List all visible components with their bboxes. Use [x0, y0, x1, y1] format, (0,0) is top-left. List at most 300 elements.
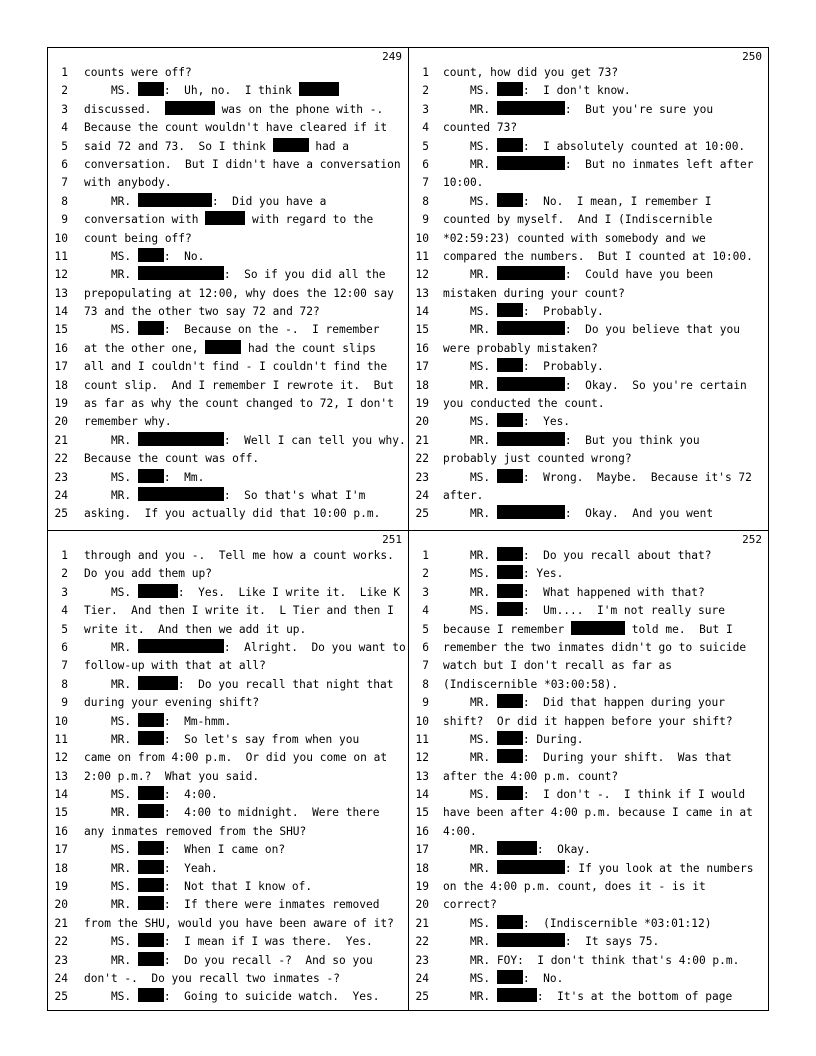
line-text — [443, 933, 659, 951]
transcript-line — [48, 193, 408, 211]
line-number: 2 — [61, 567, 68, 581]
transcript-line — [409, 138, 768, 156]
transcript-line — [409, 285, 768, 303]
transcript-line — [409, 694, 768, 712]
line-text — [443, 547, 711, 565]
transcript-line — [409, 547, 768, 565]
line-text-segment: as far as why the count changed to 72, I don't — [84, 397, 394, 411]
line-text-segment: : I don't -. I think if I would — [522, 788, 746, 802]
redaction-block — [497, 377, 565, 391]
line-text — [84, 713, 231, 731]
redaction-block — [273, 138, 309, 152]
line-text-segment: : Okay. So you're certain — [564, 378, 747, 392]
line-text — [84, 432, 406, 450]
line-text-segment: MR. — [443, 990, 497, 1004]
line-number: 9 — [422, 213, 429, 227]
redaction-block — [138, 896, 164, 910]
line-number: 4 — [422, 604, 429, 618]
line-number: 8 — [61, 677, 68, 691]
line-text-segment: : So let's say from when you — [163, 732, 360, 746]
line-number: 10 — [415, 231, 429, 245]
line-number: 3 — [61, 102, 68, 116]
line-number: 14 — [415, 788, 429, 802]
line-number: 11 — [415, 732, 429, 746]
redaction-block — [138, 952, 164, 966]
line-text — [443, 64, 618, 82]
line-text-segment: don't -. Do you recall two inmates -? — [84, 971, 340, 985]
line-text — [84, 915, 394, 933]
line-text-segment: MS. — [443, 305, 497, 319]
redaction-block — [497, 469, 523, 483]
transcript-line — [48, 230, 408, 248]
line-text — [443, 303, 604, 321]
line-number: 23 — [415, 470, 429, 484]
line-number: 22 — [415, 452, 429, 466]
line-text-segment: during your evening shift? — [84, 696, 260, 710]
redaction-block — [497, 321, 565, 335]
line-text-segment: (Indiscernible *03:00:58). — [443, 677, 619, 691]
line-number: 17 — [415, 843, 429, 857]
line-text-segment: : Okay. — [536, 843, 591, 857]
line-text-segment: MR. — [84, 861, 138, 875]
transcript-line — [48, 82, 408, 100]
redaction-block — [138, 804, 164, 818]
line-text — [84, 988, 379, 1006]
transcript-line — [48, 952, 408, 970]
transcript-page-249 — [48, 48, 408, 530]
line-number: 20 — [54, 415, 68, 429]
line-text-segment: : Did that happen during your — [522, 696, 725, 710]
transcript-line — [409, 970, 768, 988]
transcript-line — [48, 786, 408, 804]
line-text — [84, 230, 192, 248]
line-text-segment: : Could have you been — [564, 268, 714, 282]
line-text — [84, 786, 218, 804]
line-text-segment: probably just counted wrong? — [443, 452, 632, 466]
transcript-line — [409, 230, 768, 248]
line-text — [84, 119, 387, 137]
line-text-segment: : I mean if I was there. Yes. — [163, 935, 373, 949]
line-text — [84, 970, 340, 988]
line-text — [84, 878, 312, 896]
line-text-segment: MS. — [443, 567, 497, 581]
line-text-segment: MR. — [443, 935, 497, 949]
line-text — [84, 841, 285, 859]
line-text — [84, 395, 394, 413]
line-number: 17 — [415, 360, 429, 374]
transcript-line — [409, 174, 768, 192]
transcript-line — [48, 713, 408, 731]
line-text-segment: MR. — [443, 861, 497, 875]
line-text-segment: because I remember — [443, 622, 571, 636]
line-number: 12 — [415, 751, 429, 765]
line-text-segment: Because the count was off. — [84, 452, 260, 466]
line-number: 24 — [54, 971, 68, 985]
line-text-segment: MS. — [84, 84, 138, 98]
line-number: 15 — [54, 806, 68, 820]
transcript-line — [409, 602, 768, 620]
transcript-line — [409, 432, 768, 450]
line-number: 7 — [422, 659, 429, 673]
line-text-segment: : Did you have a — [211, 194, 327, 208]
line-number: 24 — [415, 488, 429, 502]
line-text — [443, 860, 753, 878]
transcript-line — [409, 156, 768, 174]
transcript-line — [409, 487, 768, 505]
line-text-segment: : 4:00. — [163, 788, 218, 802]
line-number: 13 — [415, 286, 429, 300]
line-number: 13 — [54, 769, 68, 783]
line-text — [443, 321, 740, 339]
transcript-line — [48, 156, 408, 174]
line-text-segment: : Wrong. Maybe. Because it's 72 — [522, 470, 752, 484]
redaction-block — [497, 193, 523, 207]
line-text — [443, 119, 517, 137]
line-text-segment: follow-up with that at all? — [84, 659, 266, 673]
line-number: 6 — [422, 640, 429, 654]
redaction-block — [138, 639, 224, 653]
transcript-line — [409, 119, 768, 137]
line-text — [443, 138, 745, 156]
line-text-segment: counted by myself. And I (Indiscernible — [443, 213, 713, 227]
redaction-block — [138, 878, 164, 892]
line-text-segment: MS. — [84, 880, 138, 894]
redaction-block — [165, 101, 215, 115]
transcript-page-251 — [48, 531, 408, 1010]
line-text — [84, 602, 394, 620]
line-text-segment: : Probably. — [522, 360, 604, 374]
transcript-line — [409, 713, 768, 731]
line-text — [84, 82, 339, 100]
line-text-segment: : No. — [522, 971, 564, 985]
line-text-segment: Do you add them up? — [84, 567, 212, 581]
line-text-segment: : But you're sure you — [564, 102, 714, 116]
transcript-line — [409, 395, 768, 413]
transcript-line — [409, 321, 768, 339]
transcript-line — [48, 413, 408, 431]
line-number: 15 — [415, 806, 429, 820]
transcript-lines — [48, 547, 408, 1007]
line-number: 18 — [415, 861, 429, 875]
line-text — [84, 860, 218, 878]
transcript-line — [48, 395, 408, 413]
page-number: 250 — [742, 50, 762, 63]
redaction-block — [497, 584, 523, 598]
redaction-block — [497, 101, 565, 115]
line-text-segment: after the 4:00 p.m. count? — [443, 769, 619, 783]
line-text-segment: : Yeah. — [163, 861, 218, 875]
line-number: 21 — [415, 433, 429, 447]
redaction-block — [138, 933, 164, 947]
line-text-segment: prepopulating at 12:00, why does the 12:00 say — [84, 286, 394, 300]
redaction-block — [497, 988, 537, 1002]
line-text-segment: MS. — [84, 249, 138, 263]
transcript-line — [409, 413, 768, 431]
redaction-block — [497, 505, 565, 519]
line-text — [443, 878, 706, 896]
transcript-line — [409, 248, 768, 266]
line-text-segment: count being off? — [84, 231, 192, 245]
line-text — [443, 285, 625, 303]
page-number: 251 — [382, 533, 402, 546]
line-text-segment: : Yes. — [522, 567, 564, 581]
line-number: 12 — [54, 751, 68, 765]
transcript-line — [409, 768, 768, 786]
line-text-segment: : No. — [163, 249, 205, 263]
line-text-segment: told me. But I — [624, 622, 733, 636]
redaction-block — [138, 432, 224, 446]
transcript-lines — [409, 547, 768, 1007]
line-text-segment: MR. — [443, 696, 497, 710]
line-text-segment: after. — [443, 488, 484, 502]
line-number: 24 — [415, 971, 429, 985]
transcript-line — [48, 64, 408, 82]
line-text — [443, 156, 753, 174]
line-number: 4 — [61, 604, 68, 618]
redaction-block — [138, 487, 224, 501]
transcript-line — [48, 303, 408, 321]
line-text — [84, 896, 379, 914]
line-text — [443, 174, 483, 192]
transcript-line — [409, 266, 768, 284]
transcript-line — [409, 915, 768, 933]
line-text-segment: : But no inmates left after — [564, 157, 754, 171]
line-number: 7 — [61, 176, 68, 190]
line-text-segment: MS. — [443, 84, 497, 98]
line-text-segment: 4:00. — [443, 824, 477, 838]
redaction-block — [138, 676, 178, 690]
line-text-segment: MR. — [443, 433, 497, 447]
redaction-block — [497, 266, 565, 280]
redaction-block — [497, 432, 565, 446]
transcript-line — [48, 657, 408, 675]
transcript-line — [48, 823, 408, 841]
line-text — [84, 694, 259, 712]
line-text-segment: : If you look at the numbers — [564, 861, 754, 875]
line-text-segment: : Alright. Do you want to — [223, 640, 406, 654]
line-text-segment: : Mm. — [163, 470, 205, 484]
line-text-segment: watch but I don't recall as far as — [443, 659, 673, 673]
line-text-segment: : It's at the bottom of page — [536, 990, 733, 1004]
line-text-segment: MS. — [84, 990, 138, 1004]
transcript-line — [409, 584, 768, 602]
line-number: 17 — [54, 360, 68, 374]
line-number: 25 — [54, 507, 68, 521]
line-text — [443, 584, 705, 602]
transcript-line — [48, 768, 408, 786]
line-text — [84, 505, 380, 523]
line-text-segment: all and I couldn't find - I couldn't find the — [84, 360, 388, 374]
redaction-block — [497, 138, 523, 152]
line-number: 4 — [422, 121, 429, 135]
line-text — [443, 432, 700, 450]
line-text — [84, 768, 259, 786]
line-text-segment: MR. — [84, 488, 138, 502]
line-text-segment: asking. If you actually did that 10:00 p.m. — [84, 507, 381, 521]
transcript-line — [48, 138, 408, 156]
line-text-segment: with regard to the — [245, 213, 374, 227]
line-number: 23 — [415, 953, 429, 967]
line-text — [84, 952, 373, 970]
line-text-segment: MR. — [443, 843, 497, 857]
transcript-lines — [48, 64, 408, 524]
transcript-line — [48, 565, 408, 583]
line-text — [443, 487, 483, 505]
line-text — [443, 988, 732, 1006]
line-number: 10 — [54, 714, 68, 728]
transcript-line — [409, 952, 768, 970]
transcript-line — [409, 823, 768, 841]
line-text-segment: : No. I mean, I remember I — [522, 194, 712, 208]
transcript-line — [48, 970, 408, 988]
transcript-line — [409, 988, 768, 1006]
line-text-segment: MR. — [443, 507, 497, 521]
line-number: 10 — [415, 714, 429, 728]
redaction-block — [138, 988, 164, 1002]
line-text-segment: counts were off? — [84, 66, 192, 79]
line-text-segment: MS. — [443, 788, 497, 802]
transcript-line — [409, 469, 768, 487]
line-text-segment: MS. — [84, 585, 138, 599]
line-text-segment: MS. — [84, 843, 138, 857]
line-text-segment: have been after 4:00 p.m. because I came in at — [443, 806, 753, 820]
redaction-block — [571, 621, 625, 635]
line-text — [443, 804, 753, 822]
transcript-line — [409, 64, 768, 82]
line-number: 11 — [415, 249, 429, 263]
line-text — [84, 266, 386, 284]
line-text — [84, 358, 387, 376]
transcript-line — [409, 786, 768, 804]
line-text — [84, 285, 394, 303]
transcript-line — [48, 285, 408, 303]
line-text — [443, 469, 752, 487]
line-text-segment: MR. FOY: I don't think that's 4:00 p.m. — [443, 953, 740, 967]
line-text — [443, 602, 725, 620]
transcript-line — [48, 505, 408, 523]
line-text-segment: : I absolutely counted at 10:00. — [522, 139, 746, 153]
line-number: 15 — [54, 323, 68, 337]
transcript-line — [48, 915, 408, 933]
line-number: 3 — [61, 585, 68, 599]
line-text-segment: MS. — [443, 194, 497, 208]
line-text-segment: : During your shift. Was that — [522, 751, 732, 765]
line-number: 16 — [54, 341, 68, 355]
line-text-segment: MS. — [443, 415, 497, 429]
redaction-block — [497, 970, 523, 984]
line-text — [84, 639, 406, 657]
line-text-segment: : During. — [522, 732, 584, 746]
redaction-block — [138, 266, 224, 280]
transcript-line — [48, 432, 408, 450]
line-text-segment: remember the two inmates didn't go to suicide — [443, 640, 747, 654]
transcript-line — [48, 621, 408, 639]
line-number: 5 — [61, 622, 68, 636]
transcript-line — [48, 450, 408, 468]
line-text — [84, 174, 172, 192]
line-text — [84, 487, 365, 505]
line-text-segment: had a — [308, 139, 350, 153]
line-number: 3 — [422, 102, 429, 116]
line-number: 25 — [54, 990, 68, 1004]
line-text-segment: were probably mistaken? — [443, 341, 598, 355]
redaction-block — [138, 786, 164, 800]
transcript-line — [409, 450, 768, 468]
line-text-segment: MR. — [84, 640, 138, 654]
line-text — [84, 749, 387, 767]
line-text-segment: 2:00 p.m.? What you said. — [84, 769, 260, 783]
line-number: 19 — [415, 880, 429, 894]
line-text-segment: : Probably. — [522, 305, 604, 319]
transcript-line — [409, 841, 768, 859]
line-number: 12 — [415, 268, 429, 282]
line-text — [84, 823, 306, 841]
line-text-segment: : It says 75. — [564, 935, 660, 949]
line-text — [443, 768, 618, 786]
line-text-segment: : Um.... I'm not really sure — [522, 604, 725, 618]
transcript-line — [409, 804, 768, 822]
line-text-segment: MR. — [84, 953, 138, 967]
line-number: 19 — [54, 397, 68, 411]
page-number: 249 — [382, 50, 402, 63]
line-text-segment: : Do you recall -? And so you — [163, 953, 373, 967]
transcript-line — [48, 804, 408, 822]
line-text-segment: MR. — [84, 732, 138, 746]
line-text — [443, 970, 563, 988]
line-text-segment: : I don't know. — [522, 84, 631, 98]
transcript-line — [409, 896, 768, 914]
transcript-line — [48, 547, 408, 565]
page-number: 252 — [742, 533, 762, 546]
redaction-block — [138, 469, 164, 483]
line-text — [443, 193, 711, 211]
transcript-line — [48, 694, 408, 712]
line-number: 16 — [415, 824, 429, 838]
line-text — [84, 450, 259, 468]
line-text-segment: : Well I can tell you why. — [223, 433, 406, 447]
line-text — [84, 377, 394, 395]
line-text-segment: : (Indiscernible *03:01:12) — [522, 916, 712, 930]
transcript-line — [409, 860, 768, 878]
transcript-line — [48, 119, 408, 137]
line-number: 21 — [415, 916, 429, 930]
transcript-line — [409, 749, 768, 767]
redaction-block — [497, 156, 565, 170]
line-text-segment: MR. — [443, 549, 497, 562]
line-text — [443, 358, 604, 376]
redaction-block — [497, 82, 523, 96]
line-text-segment: : Not that I know of. — [163, 880, 313, 894]
line-text-segment: MS. — [443, 139, 497, 153]
line-text — [443, 915, 711, 933]
line-text-segment: write it. And then we add it up. — [84, 622, 307, 636]
line-number: 17 — [54, 843, 68, 857]
line-text — [84, 138, 349, 156]
line-number: 5 — [61, 139, 68, 153]
transcript-line — [48, 358, 408, 376]
transcript-line — [48, 469, 408, 487]
line-text — [443, 377, 747, 395]
redaction-block — [138, 731, 164, 745]
line-text — [443, 101, 713, 119]
line-number: 2 — [422, 567, 429, 581]
line-text — [84, 804, 379, 822]
redaction-block — [138, 841, 164, 855]
line-text — [443, 621, 733, 639]
redaction-block — [138, 193, 212, 207]
transcript-line — [409, 676, 768, 694]
line-number: 18 — [415, 378, 429, 392]
